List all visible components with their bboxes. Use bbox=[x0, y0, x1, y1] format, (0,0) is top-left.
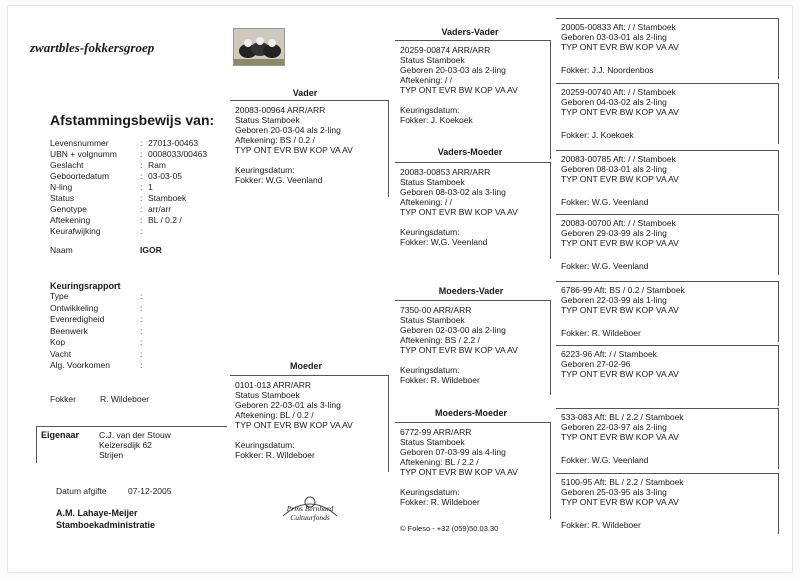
datum-label: Datum afgifte bbox=[56, 486, 107, 496]
animal-field-row bbox=[50, 138, 230, 149]
animal-field-label: N-ling bbox=[50, 182, 73, 192]
vv-line: Aftekening: / / bbox=[400, 75, 452, 85]
great-grandparent-line: Geboren 03-03-01 als 2-ling bbox=[561, 32, 667, 42]
animal-field-value: BL / 0.2 / bbox=[148, 215, 182, 225]
great-grandparent-line: Geboren 25-03-95 als 3-ling bbox=[561, 487, 667, 497]
vv-line: 20259-00874 ARR/ARR bbox=[400, 45, 491, 55]
naam-label: Naam bbox=[50, 245, 73, 255]
great-grandparent-line: 533-083 Aft: BL / 2.2 / Stamboek bbox=[561, 412, 684, 422]
animal-field-row bbox=[50, 149, 230, 160]
great-grandparent-line: Geboren 22-03-97 als 2-ling bbox=[561, 422, 667, 432]
vader-line: 20083-00964 ARR/ARR bbox=[235, 105, 326, 115]
animal-field-row bbox=[50, 171, 230, 182]
animal-field-label: Geboortedatum bbox=[50, 171, 110, 181]
datum-value: 07-12-2005 bbox=[128, 486, 172, 496]
datum-row bbox=[56, 486, 171, 496]
animal-field-value: arr/arr bbox=[148, 204, 172, 214]
mv-line: 7350-00 ARR/ARR bbox=[400, 305, 472, 315]
great-grandparent-line: 6223-96 Aft: / / Stamboek bbox=[561, 349, 657, 359]
vm-line: 20083-00853 ARR/ARR bbox=[400, 167, 491, 177]
great-grandparent-line: 20259-00740 Aft: / / Stamboek bbox=[561, 87, 676, 97]
vv-line: Geboren 20-03-03 als 2-ling bbox=[400, 65, 506, 75]
vader-line: TYP ONT EVR BW KOP VA AV bbox=[235, 145, 353, 155]
mv-line: Aftekening: BS / 2.2 / bbox=[400, 335, 480, 345]
eigenaar-box bbox=[36, 426, 227, 463]
signer-role: Stamboekadministratie bbox=[56, 520, 156, 530]
keuring-item-label: Alg. Voorkomen bbox=[50, 360, 111, 370]
field-colon: : bbox=[140, 149, 143, 159]
animal-field-label: Geslacht bbox=[50, 160, 84, 170]
field-colon: : bbox=[140, 226, 143, 236]
great-grandparent-line: 20083-00785 Aft: / / Stamboek bbox=[561, 154, 676, 164]
vv-line: Status Stamboek bbox=[400, 55, 465, 65]
great-grandparent-line: 5100-95 Aft: BL / 2.2 / Stamboek bbox=[561, 477, 684, 487]
great-grandparent-fokker: Fokker: R. Wildeboer bbox=[561, 328, 641, 338]
moeder-line: 0101-013 ARR/ARR bbox=[235, 380, 312, 390]
great-grandparent-line: Geboren 29-03-99 als 2-ling bbox=[561, 228, 667, 238]
vaders-moeder-header: Vaders-Moeder bbox=[437, 147, 503, 157]
seal-line-1: Prins Bernhard bbox=[286, 504, 334, 513]
page-title: Afstammingsbewijs van: bbox=[50, 112, 215, 128]
cultuurfonds-seal bbox=[275, 488, 345, 524]
footer-copyright: © Foleso - +32 (059)50.03.30 bbox=[400, 524, 499, 533]
animal-field-label: Genotype bbox=[50, 204, 87, 214]
great-grandparent-fokker: Fokker: W.G. Veenland bbox=[561, 261, 649, 271]
vader-header: Vader bbox=[292, 88, 318, 98]
vaders-vader-header: Vaders-Vader bbox=[441, 27, 499, 37]
great-grandparent-box bbox=[556, 18, 779, 79]
vv-fokker: Fokker: J. Koekoek bbox=[400, 115, 473, 125]
great-grandparent-line: TYP ONT EVR BW KOP VA AV bbox=[561, 497, 679, 507]
great-grandparent-line: TYP ONT EVR BW KOP VA AV bbox=[561, 305, 679, 315]
vv-keuring: Keuringsdatum: bbox=[400, 105, 460, 115]
animal-field-row bbox=[50, 193, 230, 204]
animal-field-value: 03-03-05 bbox=[148, 171, 183, 181]
keuringsrapport bbox=[50, 281, 230, 372]
field-colon: : bbox=[140, 215, 143, 225]
keuring-item bbox=[50, 303, 230, 315]
vaders-vader-box bbox=[395, 40, 551, 159]
mm-line: TYP ONT EVR BW KOP VA AV bbox=[400, 467, 518, 477]
vm-fokker: Fokker: W.G. Veenland bbox=[400, 237, 488, 247]
great-grandparent-line: Geboren 22-03-99 als 1-ling bbox=[561, 295, 667, 305]
animal-field-row bbox=[50, 215, 230, 226]
vm-line: Status Stamboek bbox=[400, 177, 465, 187]
brand-name: zwartbles-fokkersgroep bbox=[30, 40, 155, 55]
moeder-keuring: Keuringsdatum: bbox=[235, 440, 295, 450]
eigenaar-label: Eigenaar bbox=[41, 430, 80, 440]
field-colon: : bbox=[140, 360, 143, 370]
animal-field-value: Ram bbox=[148, 160, 166, 170]
mm-fokker: Fokker: R. Wildeboer bbox=[400, 497, 480, 507]
animal-field-label: UBN + volgnumm bbox=[50, 149, 117, 159]
great-grandparent-line: TYP ONT EVR BW KOP VA AV bbox=[561, 432, 679, 442]
great-grandparent-box bbox=[556, 214, 779, 275]
great-grandparent-fokker: Fokker: W.G. Veenland bbox=[561, 197, 649, 207]
vader-line: Aftekening: BS / 0.2 / bbox=[235, 135, 315, 145]
great-grandparent-line: 20083-00700 Aft: / / Stamboek bbox=[561, 218, 676, 228]
great-grandparent-line: TYP ONT EVR BW KOP VA AV bbox=[561, 107, 679, 117]
great-grandparent-box bbox=[556, 345, 779, 406]
field-colon: : bbox=[140, 325, 143, 336]
signer-name: A.M. Lahaye-Meijer bbox=[56, 508, 138, 518]
animal-info bbox=[50, 138, 230, 255]
eigenaar-line: Keizersdijk 62 bbox=[99, 440, 152, 450]
animal-field-label: Status bbox=[50, 193, 75, 203]
eigenaar-line: Strijen bbox=[99, 450, 124, 460]
moeders-moeder-header: Moeders-Moeder bbox=[434, 408, 507, 418]
mv-line: Geboren 02-03-00 als 2-ling bbox=[400, 325, 506, 335]
vm-line: Geboren 08-03-02 als 3-ling bbox=[400, 187, 506, 197]
great-grandparent-line: Geboren 08-03-01 als 2-ling bbox=[561, 164, 667, 174]
field-colon: : bbox=[140, 302, 143, 313]
mm-line: Status Stamboek bbox=[400, 437, 465, 447]
seal-line-2: Cultuurfonds bbox=[290, 513, 330, 522]
great-grandparent-box bbox=[556, 150, 779, 211]
keuring-item bbox=[50, 360, 230, 372]
mv-line: Status Stamboek bbox=[400, 315, 465, 325]
vm-line: TYP ONT EVR BW KOP VA AV bbox=[400, 207, 518, 217]
field-colon: : bbox=[140, 348, 143, 359]
keuring-item-label: Type bbox=[50, 291, 69, 301]
great-grandparent-line: Geboren 27-02-96 bbox=[561, 359, 631, 369]
moeders-moeder-box bbox=[395, 422, 551, 519]
great-grandparent-line: Geboren 04-03-02 als 2-ling bbox=[561, 97, 667, 107]
great-grandparent-line: TYP ONT EVR BW KOP VA AV bbox=[561, 238, 679, 248]
great-grandparent-box bbox=[556, 473, 779, 534]
animal-field-label: Levensnummer bbox=[50, 138, 109, 148]
keuring-item-label: Evenredigheid bbox=[50, 314, 105, 324]
great-grandparent-line: 6786-99 Aft: BS / 0.2 / Stamboek bbox=[561, 285, 685, 295]
vader-box bbox=[230, 100, 389, 197]
field-colon: : bbox=[140, 138, 143, 148]
fokker-label: Fokker bbox=[50, 394, 76, 404]
mm-line: 6772-99 ARR/ARR bbox=[400, 427, 472, 437]
field-colon: : bbox=[140, 160, 143, 170]
great-grandparent-line: 20005-00833 Aft: / / Stamboek bbox=[561, 22, 676, 32]
moeder-line: Aftekening: BL / 0.2 / bbox=[235, 410, 314, 420]
field-colon: : bbox=[140, 204, 143, 214]
keuring-item-label: Vacht bbox=[50, 348, 72, 359]
moeders-vader-header: Moeders-Vader bbox=[438, 286, 504, 296]
animal-field-row bbox=[50, 160, 230, 171]
keuring-item bbox=[50, 314, 230, 326]
mv-fokker: Fokker: R. Wildeboer bbox=[400, 375, 480, 385]
eigenaar-line: C.J. van der Stouw bbox=[99, 430, 171, 440]
great-grandparent-fokker: Fokker: R. Wildeboer bbox=[561, 520, 641, 530]
mv-line: TYP ONT EVR BW KOP VA AV bbox=[400, 345, 518, 355]
great-grandparent-box bbox=[556, 408, 779, 469]
animal-field-label: Keurafwijking bbox=[50, 226, 101, 236]
vm-keuring: Keuringsdatum: bbox=[400, 227, 460, 237]
vm-line: Aftekening: / / bbox=[400, 197, 452, 207]
moeders-vader-box bbox=[395, 300, 551, 395]
keuring-item-label: Kop bbox=[50, 337, 66, 347]
great-grandparent-fokker: Fokker: J. Koekoek bbox=[561, 130, 634, 140]
moeder-line: TYP ONT EVR BW KOP VA AV bbox=[235, 420, 353, 430]
animal-field-label: Aftekening bbox=[50, 215, 91, 225]
vader-line: Status Stamboek bbox=[235, 115, 300, 125]
great-grandparent-box bbox=[556, 281, 779, 342]
keuring-item bbox=[50, 326, 230, 338]
naam-value: IGOR bbox=[140, 245, 162, 255]
sheep-logo bbox=[233, 28, 285, 66]
vader-line: Geboren 20-03-04 als 2-ling bbox=[235, 125, 341, 135]
great-grandparent-fokker: Fokker: J.J. Noordenbos bbox=[561, 65, 654, 75]
animal-field-row bbox=[50, 204, 230, 215]
keuring-item bbox=[50, 337, 230, 349]
mm-keuring: Keuringsdatum: bbox=[400, 487, 460, 497]
mm-line: Aftekening: BL / 2.2 / bbox=[400, 457, 479, 467]
great-grandparent-line: TYP ONT EVR BW KOP VA AV bbox=[561, 42, 679, 52]
great-grandparent-line: TYP ONT EVR BW KOP VA AV bbox=[561, 174, 679, 184]
moeder-header: Moeder bbox=[289, 361, 322, 371]
field-colon: : bbox=[140, 291, 143, 301]
field-colon: : bbox=[140, 171, 143, 181]
animal-field-row bbox=[50, 226, 230, 237]
keuring-item bbox=[50, 291, 230, 303]
keuring-item bbox=[50, 349, 230, 361]
keuringsrapport-title: Keuringsrapport bbox=[50, 281, 121, 291]
mm-line: Geboren 07-03-99 als 4-ling bbox=[400, 447, 506, 457]
animal-field-value: 0008033/00463 bbox=[148, 149, 208, 159]
animal-field-row bbox=[50, 182, 230, 193]
great-grandparent-line: TYP ONT EVR BW KOP VA AV bbox=[561, 369, 679, 379]
field-colon: : bbox=[140, 337, 143, 347]
fokker-value: R. Wildeboer bbox=[100, 394, 150, 404]
moeder-box bbox=[230, 375, 389, 472]
field-colon: : bbox=[140, 314, 143, 324]
keuring-item-label: Beenwerk bbox=[50, 325, 88, 336]
animal-field-value: Stamboek bbox=[148, 193, 187, 203]
vader-fokker: Fokker: W.G. Veenland bbox=[235, 175, 323, 185]
vader-keuring: Keuringsdatum: bbox=[235, 165, 295, 175]
mv-keuring: Keuringsdatum: bbox=[400, 365, 460, 375]
great-grandparent-box bbox=[556, 83, 779, 144]
moeder-fokker: Fokker: R. Wildeboer bbox=[235, 450, 315, 460]
vaders-moeder-box bbox=[395, 162, 551, 259]
moeder-line: Geboren 22-03-01 als 3-ling bbox=[235, 400, 341, 410]
keuring-item-label: Ontwikkeling bbox=[50, 302, 99, 313]
vv-line: TYP ONT EVR BW KOP VA AV bbox=[400, 85, 518, 95]
field-colon: : bbox=[140, 182, 143, 192]
field-colon: : bbox=[140, 193, 143, 203]
animal-field-value: 27013-00463 bbox=[148, 138, 199, 148]
great-grandparent-fokker: Fokker: W.G. Veenland bbox=[561, 455, 649, 465]
fokker-row bbox=[50, 394, 149, 404]
animal-field-value: 1 bbox=[148, 182, 153, 192]
moeder-line: Status Stamboek bbox=[235, 390, 300, 400]
